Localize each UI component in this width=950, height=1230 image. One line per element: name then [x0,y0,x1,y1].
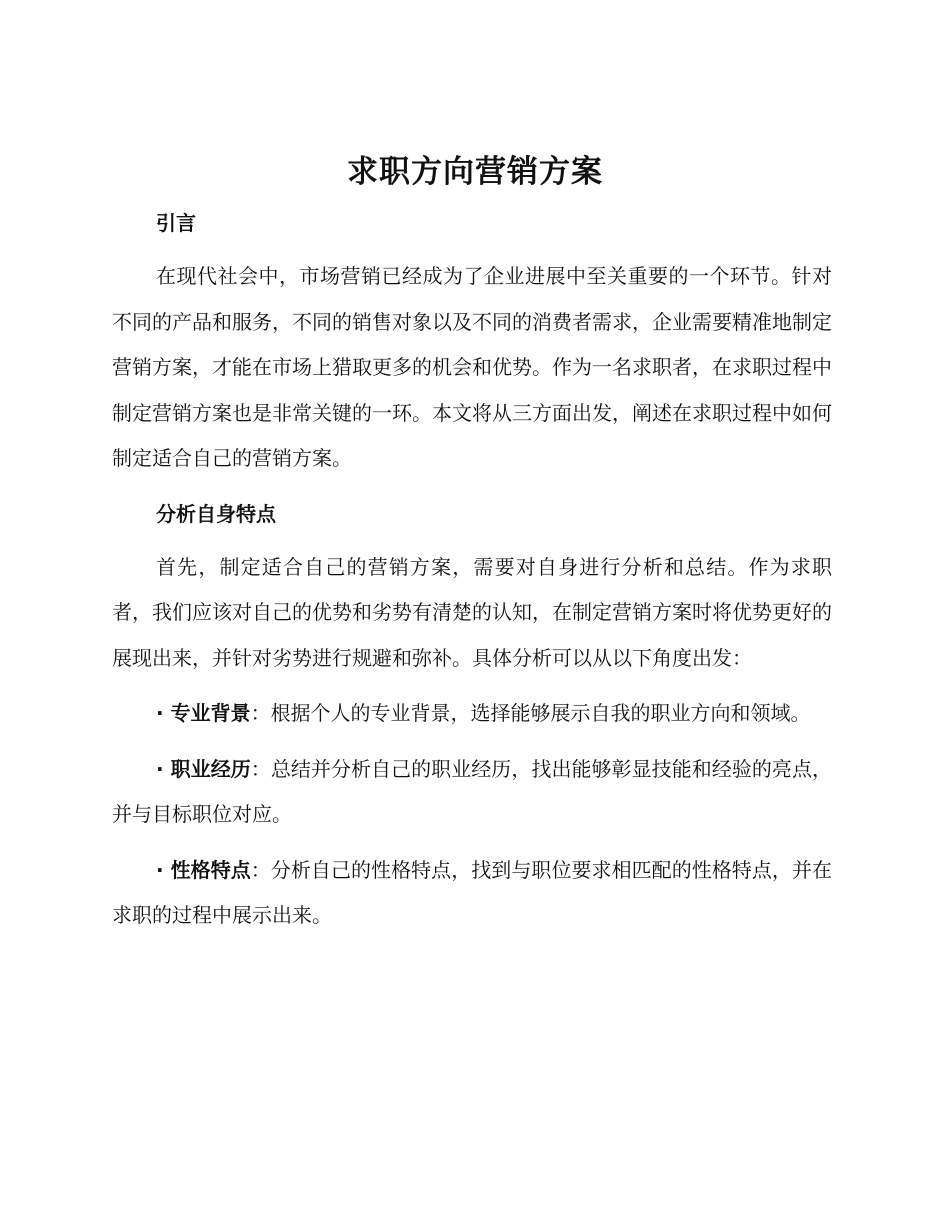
section-paragraph-intro: 在现代社会中，市场营销已经成为了企业进展中至关重要的一个环节。针对不同的产品和服务，不同的销售对象以及不同的消费者需求，企业需要精准地制定营销方案，才能在市场上猎取更多的机会和优势。作为一名求职者，在求职过程中制定营销方案也是非常关键的一环。本文将从三方面出发，阐述在求职过程中如何制定适合自己的营销方案。 [112,264,832,470]
section-paragraph-self-analysis: 首先，制定适合自己的营销方案，需要对自身进行分析和总结。作为求职者，我们应该对自己的优势和劣势有清楚的认知，在制定营销方案时将优势更好的展现出来，并针对劣势进行规避和弥补。具体分析可以从以下角度出发： [112,554,832,670]
bullet-label: · 性格特点 [156,857,251,882]
bullet-item-professional-background [112,691,832,737]
document-title: 求职方向营销方案 [347,154,603,190]
bullet-separator: ： [250,756,271,781]
bullet-text: 分析自己的性格特点，找到与职位要求相匹配的性格特点，并在求职的过程中展示出来。 [112,857,833,927]
spacer [112,737,832,747]
bullet-text: 总结并分析自己的职业经历，找出能够彰显技能和经验的亮点，并与目标职位对应。 [112,756,833,826]
spacer [112,482,832,492]
document-body [112,201,832,939]
spacer [112,681,832,691]
bullet-item-personality-traits [112,848,832,939]
bullet-text: 根据个人的专业背景，选择能够展示自我的职业方向和领域。 [270,701,811,725]
section-heading-self-analysis: 分析自身特点 [156,501,276,526]
bullet-label: · 专业背景 [156,701,251,725]
spacer [112,245,832,254]
spacer [112,838,832,848]
bullet-separator: ： [250,857,271,882]
bullet-item-career-experience [112,747,832,838]
section-heading-intro: 引言 [156,211,196,235]
bullet-label: · 职业经历 [156,756,251,781]
bullet-separator: ： [250,701,271,725]
spacer [112,536,832,545]
